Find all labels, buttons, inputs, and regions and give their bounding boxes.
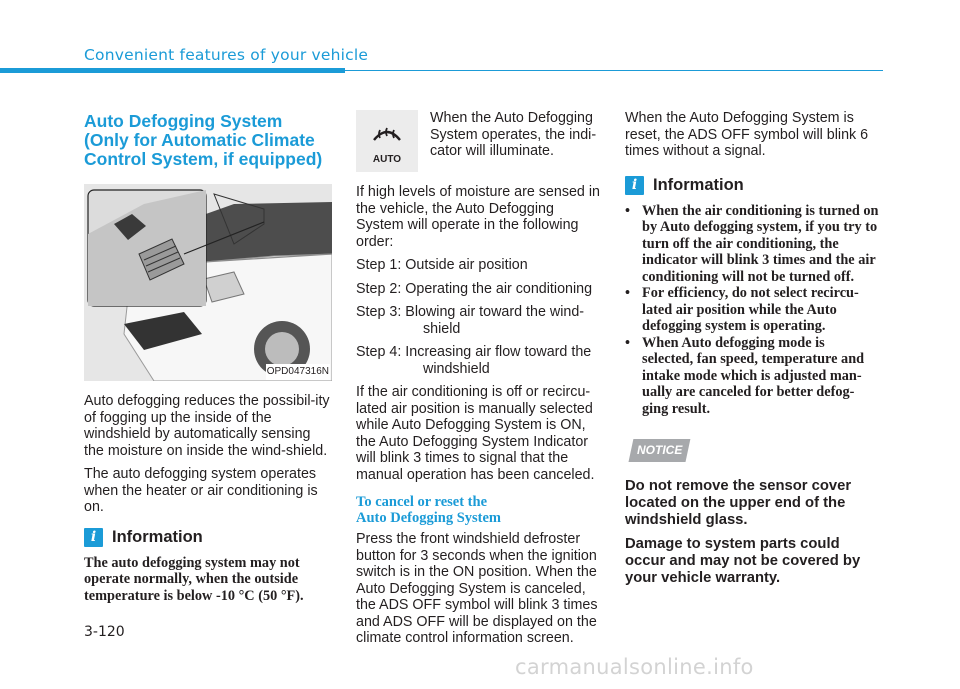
info-icon: i <box>84 528 103 547</box>
list-item: • When the air conditioning is turned on by Auto defogging system, if you try to turn off the air conditioning, the indicator will blink 3 times and the air conditioning will not be turned off. <box>625 203 879 286</box>
body-paragraph: Auto defogging reduces the possibil-ity of fogging up the inside of the windshield by automatically sensing the moisture on inside the wind-shield. <box>84 393 330 459</box>
auto-indicator-text: When the Auto Defogging System operates, the indi-cator will illuminate. <box>430 110 597 159</box>
section-title-line: Auto Defogging System <box>84 111 283 131</box>
column-1 <box>84 100 334 611</box>
header-bar <box>0 68 345 73</box>
section-title-line: (Only for Automatic Climate <box>84 130 315 150</box>
step-item: Step 1: Outside air position <box>356 257 528 273</box>
body-paragraph: When the Auto Defogging System is reset, the ADS OFF symbol will blink 6 times without a signal. <box>625 110 869 159</box>
information-list <box>625 203 879 418</box>
body-paragraph: Press the front windshield defroster button for 3 seconds when the ignition switch is in the ON position. When the Auto Defogging System is canceled, the ADS OFF symbol will blink 3 times and ADS OFF will be displayed on the climate control information screen. <box>356 531 598 646</box>
body-paragraph: The auto defogging system operates when the heater or air conditioning is on. <box>84 466 318 515</box>
section-title <box>84 112 334 169</box>
notice-badge <box>629 439 691 462</box>
step-item: Step 3: Blowing air toward the wind-shield <box>356 304 585 337</box>
notice-text: Damage to system parts could occur and may not be covered by your vehicle warranty. <box>625 535 861 586</box>
running-header: Convenient features of your vehicle <box>84 46 369 64</box>
subsection-title-line: To cancel or reset the <box>356 494 488 510</box>
information-text: The auto defogging system may not operate normally, when the outside temperature is below -10 °C (50 °F). <box>84 554 304 604</box>
step-item: Step 4: Increasing air flow toward the windshield <box>356 344 592 377</box>
auto-icon-label: AUTO <box>372 154 402 165</box>
header-rule <box>345 70 883 71</box>
page-number: 3-120 <box>84 624 125 640</box>
body-paragraph: If the air conditioning is off or recircu-lated air position is manually selected while Auto Defogging System is ON, the Auto Defogging System Indicator will blink 3 times to signal that the manual operation has been canceled. <box>356 384 595 483</box>
subsection-title <box>356 494 604 526</box>
section-title-line: Control System, if equipped) <box>84 149 323 169</box>
information-label: Information <box>112 527 203 546</box>
car-windshield-figure <box>84 184 332 381</box>
auto-indicator-row <box>356 110 604 172</box>
list-item: • For efficiency, do not select recircu-lated air position while the Auto defogging system is operating. <box>625 285 879 335</box>
information-heading <box>84 528 334 547</box>
figure-code: OPD047316N <box>266 364 330 381</box>
step-item: Step 2: Operating the air conditioning <box>356 280 593 297</box>
information-label: Information <box>653 175 744 194</box>
notice-label: NOTICE <box>637 443 683 457</box>
info-icon: i <box>625 176 644 195</box>
information-heading <box>625 176 879 195</box>
auto-defog-indicator-icon <box>356 110 418 172</box>
notice-text: Do not remove the sensor cover located on the upper end of the windshield glass. <box>625 477 852 528</box>
body-paragraph: If high levels of moisture are sensed in the vehicle, the Auto Defogging System will operate in the following order: <box>356 184 600 250</box>
watermark: carmanualsonline.info <box>515 655 754 679</box>
list-item: • When Auto defogging mode is selected, fan speed, temperature and intake mode which is adjusted man-ually are canceled for better defog-ging result. <box>625 335 879 418</box>
column-2 <box>356 110 604 654</box>
column-3 <box>625 110 879 594</box>
car-illustration <box>84 184 332 381</box>
subsection-title-line: Auto Defogging System <box>356 510 501 526</box>
